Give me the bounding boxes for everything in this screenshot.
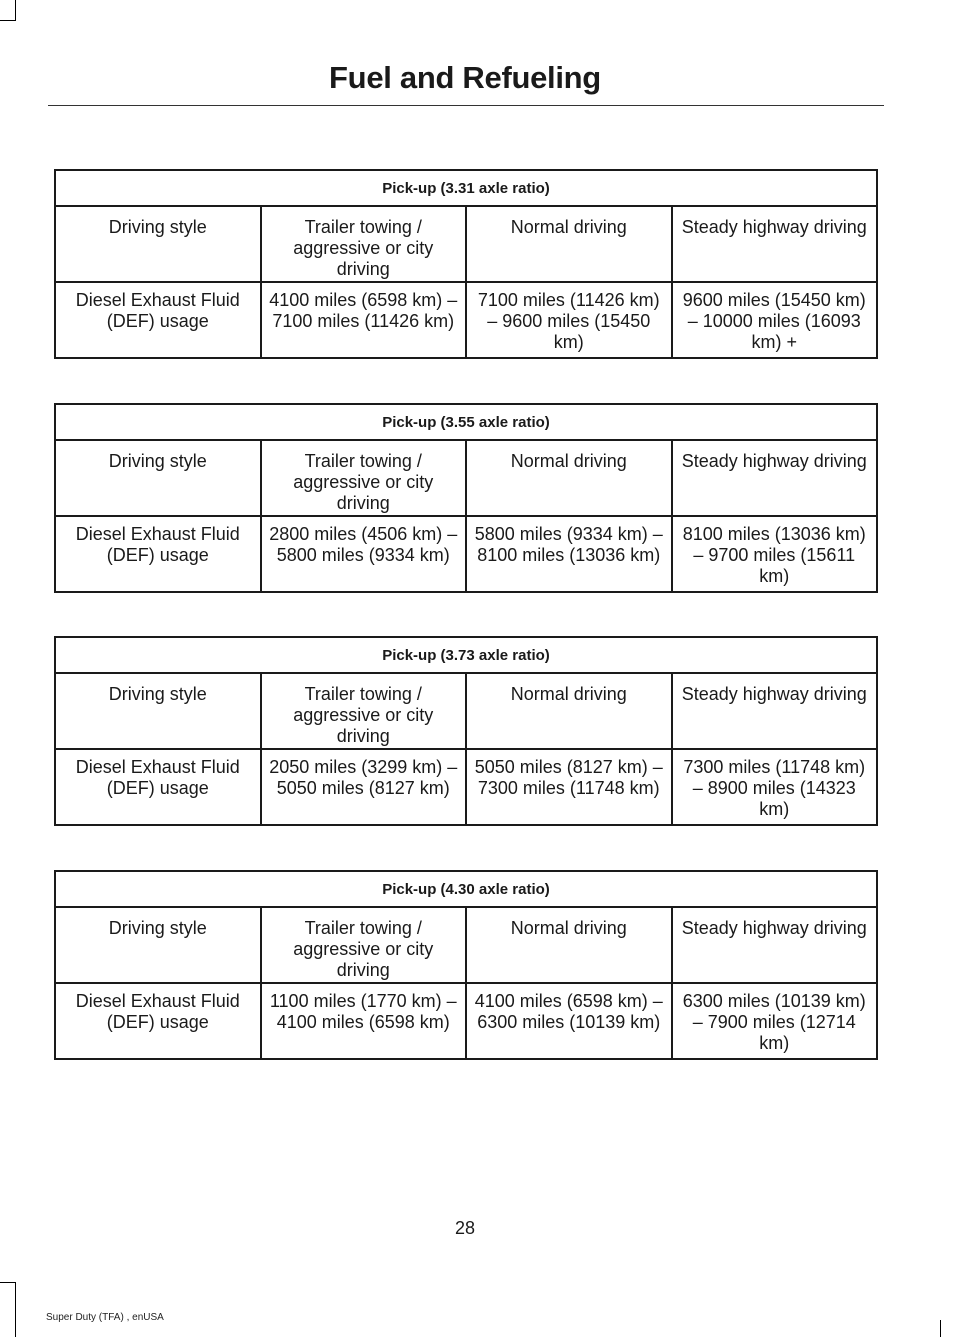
def-usage-table-373 [54,636,878,826]
header-cell: Normal driving [466,206,672,282]
header-cell: Normal driving [466,440,672,516]
def-usage-table-355 [54,403,878,593]
def-usage-table-430 [54,870,878,1060]
crop-mark [0,1282,16,1283]
header-cell: Steady highway driving [672,206,878,282]
table-row [55,983,877,1059]
table-cell: 4100 miles (6598 km) – 6300 miles (10139 km) [466,983,672,1059]
def-usage-table-331 [54,169,878,359]
table-cell: 7300 miles (11748 km) – 8900 miles (14323 km) [672,749,878,825]
table-caption: Pick-up (3.55 axle ratio) [55,404,877,440]
table-cell: Diesel Exhaust Fluid (DEF) usage [55,516,261,592]
table-row [55,516,877,592]
header-cell: Normal driving [466,673,672,749]
crop-mark [0,20,16,21]
table-caption: Pick-up (3.73 axle ratio) [55,637,877,673]
table-cell: 8100 miles (13036 km) – 9700 miles (15611 km) [672,516,878,592]
crop-mark [15,1282,16,1337]
table-cell: 1100 miles (1770 km) – 4100 miles (6598 km) [261,983,467,1059]
table-cell: Diesel Exhaust Fluid (DEF) usage [55,749,261,825]
table-caption: Pick-up (3.31 axle ratio) [55,170,877,206]
table-row [55,749,877,825]
table-cell: 2800 miles (4506 km) – 5800 miles (9334 km) [261,516,467,592]
crop-mark [940,1320,941,1337]
table-cell: Diesel Exhaust Fluid (DEF) usage [55,983,261,1059]
table-cell: 6300 miles (10139 km) – 7900 miles (12714 km) [672,983,878,1059]
table-row [55,282,877,358]
table-cell: 5050 miles (8127 km) – 7300 miles (11748 km) [466,749,672,825]
table-cell: Diesel Exhaust Fluid (DEF) usage [55,282,261,358]
table-caption: Pick-up (4.30 axle ratio) [55,871,877,907]
header-cell: Trailer towing / aggressive or city driving [261,440,467,516]
table-cell: 2050 miles (3299 km) – 5050 miles (8127 km) [261,749,467,825]
header-cell: Driving style [55,206,261,282]
header-cell: Steady highway driving [672,440,878,516]
header-cell: Driving style [55,673,261,749]
crop-mark [15,0,16,20]
table-cell: 5800 miles (9334 km) – 8100 miles (13036 km) [466,516,672,592]
header-cell: Trailer towing / aggressive or city driving [261,673,467,749]
table-cell: 7100 miles (11426 km) – 9600 miles (15450 km) [466,282,672,358]
footer-text: Super Duty (TFA) , enUSA [46,1312,164,1323]
header-cell: Driving style [55,907,261,983]
header-cell: Trailer towing / aggressive or city driving [261,907,467,983]
table-cell: 4100 miles (6598 km) – 7100 miles (11426 km) [261,282,467,358]
header-cell: Steady highway driving [672,673,878,749]
section-title: Fuel and Refueling [329,60,601,95]
table-cell: 9600 miles (15450 km) – 10000 miles (16093 km) + [672,282,878,358]
header-cell: Steady highway driving [672,907,878,983]
header-cell: Normal driving [466,907,672,983]
header-rule [48,105,884,106]
table-header-row [55,907,877,983]
page-number: 28 [454,1218,476,1238]
table-header-row [55,206,877,282]
table-header-row [55,673,877,749]
header-cell: Driving style [55,440,261,516]
header-cell: Trailer towing / aggressive or city driving [261,206,467,282]
table-header-row [55,440,877,516]
